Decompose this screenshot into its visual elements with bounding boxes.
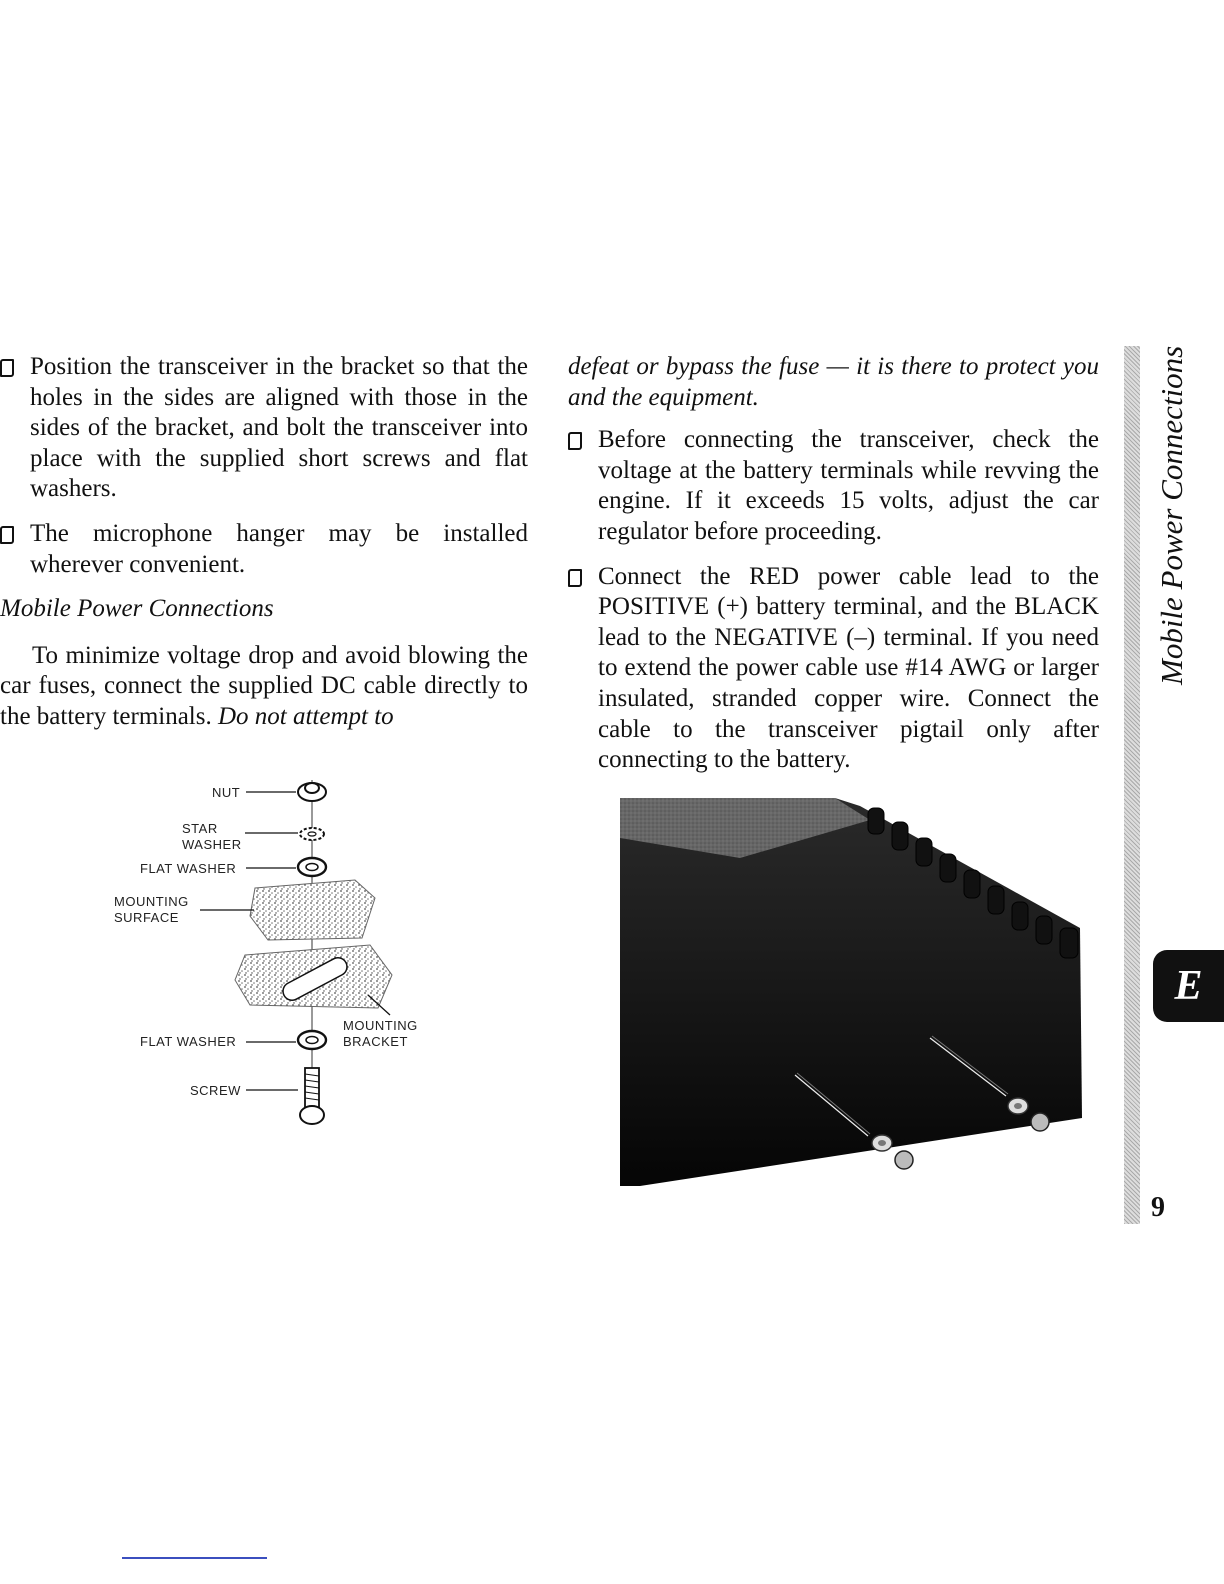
flat-washer-bottom-icon (298, 1031, 326, 1049)
list-item (0, 352, 528, 505)
transceiver-photo (620, 798, 1090, 1188)
label-flat-washer-top: FLAT WASHER (140, 861, 237, 876)
section-heading: Mobile Power Connections (0, 595, 274, 623)
label-screw: SCREW (190, 1083, 241, 1098)
paragraph-text: To minimize voltage drop and avoid blowing the car fuses, connect the supplied DC cable directly to the battery terminals. (0, 641, 528, 730)
star-washer-icon (300, 828, 324, 840)
label-bracket-2: BRACKET (343, 1034, 408, 1049)
mounting-surface-shape (250, 880, 375, 940)
running-section-title: Mobile Power Connections (1154, 346, 1189, 686)
list-item (0, 519, 528, 580)
paragraph-italic-text: Do not attempt to (217, 702, 394, 730)
mounting-hardware-diagram (100, 770, 460, 1150)
nut-icon (298, 783, 326, 801)
label-surface-1: MOUNTING (114, 894, 189, 909)
checkbox-icon (568, 569, 582, 587)
screw-icon (300, 1068, 324, 1124)
checkbox-icon (0, 359, 14, 377)
item-text: Before connecting the transceiver, check the voltage at the battery terminals while revving the engine. If it exceeds 15 volts, adjust the car regulator before proceeding. (598, 426, 1099, 545)
list-item (568, 562, 1099, 776)
label-surface-2: SURFACE (114, 910, 179, 925)
flat-washer-top-icon (298, 858, 326, 876)
section-tab: E (1153, 950, 1224, 1022)
label-bracket-1: MOUNTING (343, 1018, 418, 1033)
transceiver-body (620, 798, 1082, 1186)
footnote-rule (122, 1557, 267, 1559)
page-number: 9 (1151, 1192, 1165, 1223)
body-paragraph (0, 641, 528, 733)
list-item (568, 425, 1099, 547)
side-strip (1124, 346, 1140, 1224)
left-column (0, 352, 528, 733)
checkbox-icon (568, 432, 582, 450)
checkbox-icon (0, 526, 14, 544)
label-star-1: STAR (182, 821, 218, 836)
right-column (568, 352, 1099, 790)
item-text: Position the transceiver in the bracket so that the holes in the sides are aligned with those in the sides of the bracket, and bolt the transceiver into place with the supplied short screws and flat washers. (30, 353, 528, 503)
item-text: Connect the RED power cable lead to the POSITIVE (+) battery terminal, and the BLACK lead to the NEGATIVE (–) terminal. If you need to extend the power cable use #14 AWG or larger insulated, stranded copper wire. Connect the cable to the transceiver pigtail only after connecting to the battery. (598, 562, 1099, 774)
label-nut: NUT (212, 785, 241, 800)
continued-warning: defeat or bypass the fuse — it is there to protect you and the equipment. (568, 353, 1099, 411)
label-flat-washer-bottom: FLAT WASHER (140, 1034, 237, 1049)
item-text: The microphone hanger may be installed wherever convenient. (30, 519, 528, 578)
label-star-2: WASHER (182, 837, 242, 852)
